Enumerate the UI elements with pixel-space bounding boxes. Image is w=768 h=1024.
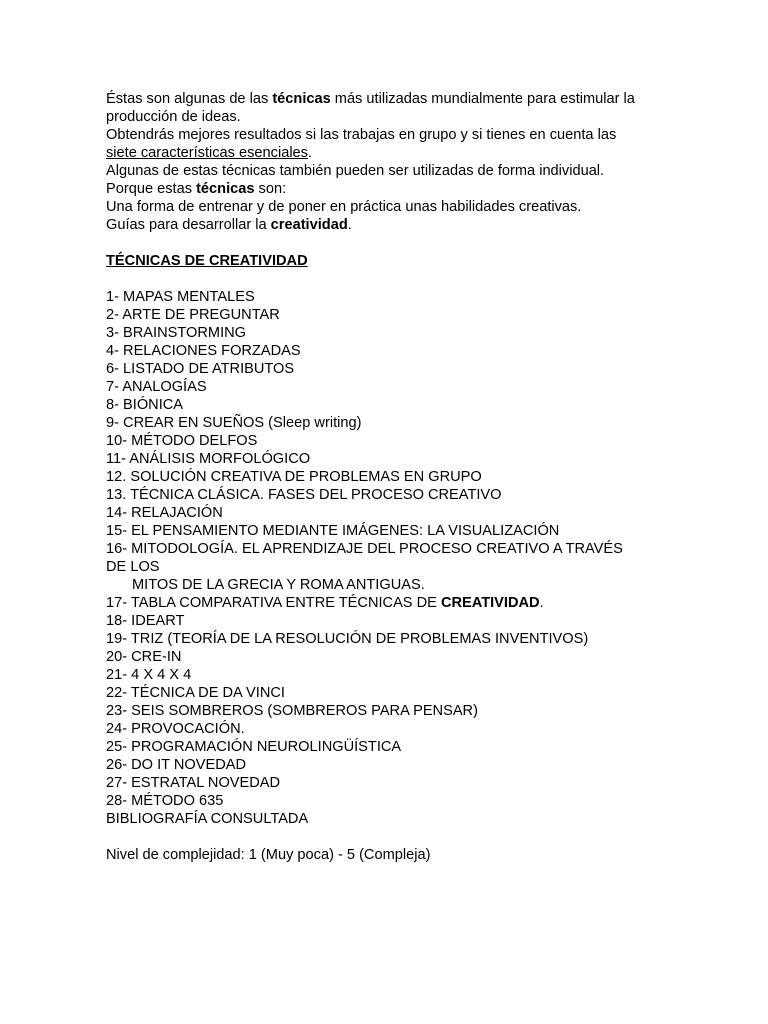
list-item: 8- BIÓNICA bbox=[106, 397, 184, 413]
list-item: 20- CRE-IN bbox=[106, 649, 182, 665]
list-item-continuation: DE LOS bbox=[106, 559, 160, 575]
intro-line-3: Obtendrás mejores resultados si las trabajas en grupo y si tienes en cuenta las bbox=[106, 127, 617, 143]
list-item: 24- PROVOCACIÓN. bbox=[106, 721, 245, 737]
document-page bbox=[106, 90, 706, 864]
list-item: 2- ARTE DE PREGUNTAR bbox=[106, 307, 280, 323]
bold-word: CREATIVIDAD bbox=[440, 595, 540, 611]
list-item: 19- TRIZ (TEORÍA DE LA RESOLUCIÓN DE PROBLEMAS INVENTIVOS) bbox=[106, 631, 589, 647]
bold-word: técnicas bbox=[272, 91, 331, 107]
list-item: 7- ANALOGÍAS bbox=[106, 379, 207, 395]
list-item-continuation: MITOS DE LA GRECIA Y ROMA ANTIGUAS. bbox=[132, 577, 425, 593]
underlined-link-text: siete características esenciales bbox=[106, 145, 308, 161]
list-item-bibliography: BIBLIOGRAFÍA CONSULTADA bbox=[106, 811, 309, 827]
list-item: 12. SOLUCIÓN CREATIVA DE PROBLEMAS EN GRUPO bbox=[106, 469, 482, 485]
bold-word: técnicas bbox=[196, 181, 255, 197]
list-item: 4- RELACIONES FORZADAS bbox=[106, 343, 301, 359]
list-item: 6- LISTADO DE ATRIBUTOS bbox=[106, 361, 295, 377]
intro-line-5: Algunas de estas técnicas también pueden ser utilizadas de forma individual. bbox=[106, 163, 605, 179]
list-item: 23- SEIS SOMBREROS (SOMBREROS PARA PENSAR) bbox=[106, 703, 478, 719]
list-item: 11- ANÁLISIS MORFOLÓGICO bbox=[106, 451, 311, 467]
bold-word: creatividad bbox=[270, 217, 348, 233]
list-item: 18- IDEART bbox=[106, 613, 185, 629]
list-item: 10- MÉTODO DELFOS bbox=[106, 433, 258, 449]
intro-line-2: producción de ideas. bbox=[106, 109, 241, 125]
intro-line-1: Éstas son algunas de las técnicas más utilizadas mundialmente para estimular la bbox=[106, 91, 635, 107]
intro-line-4: siete características esenciales. bbox=[106, 145, 313, 161]
list-item: 27- ESTRATAL NOVEDAD bbox=[106, 775, 281, 791]
list-item: 9- CREAR EN SUEÑOS (Sleep writing) bbox=[106, 415, 362, 431]
list-item: 22- TÉCNICA DE DA VINCI bbox=[106, 685, 285, 701]
list-item: 3- BRAINSTORMING bbox=[106, 325, 247, 341]
list-item: 16- MITODOLOGÍA. EL APRENDIZAJE DEL PROCESO CREATIVO A TRAVÉS bbox=[106, 541, 623, 557]
list-item: 28- MÉTODO 635 bbox=[106, 793, 224, 809]
intro-line-8: Guías para desarrollar la creatividad. bbox=[106, 217, 352, 233]
list-item: 15- EL PENSAMIENTO MEDIANTE IMÁGENES: LA VISUALIZACIÓN bbox=[106, 523, 560, 539]
list-item: 13. TÉCNICA CLÁSICA. FASES DEL PROCESO CREATIVO bbox=[106, 487, 502, 503]
list-item: 1- MAPAS MENTALES bbox=[106, 289, 255, 305]
list-item: 17- TABLA COMPARATIVA ENTRE TÉCNICAS DE CREATIVIDAD. bbox=[106, 595, 544, 611]
list-item: 26- DO IT NOVEDAD bbox=[106, 757, 247, 773]
section-heading: TÉCNICAS DE CREATIVIDAD bbox=[106, 253, 308, 269]
list-item: 14- RELAJACIÓN bbox=[106, 505, 223, 521]
intro-line-6: Porque estas técnicas son: bbox=[106, 181, 287, 197]
list-item: 21- 4 X 4 X 4 bbox=[106, 667, 192, 683]
complexity-note: Nivel de complejidad: 1 (Muy poca) - 5 (Compleja) bbox=[106, 847, 431, 863]
intro-line-7: Una forma de entrenar y de poner en práctica unas habilidades creativas. bbox=[106, 199, 582, 215]
list-item: 25- PROGRAMACIÓN NEUROLINGÜÍSTICA bbox=[106, 739, 402, 755]
